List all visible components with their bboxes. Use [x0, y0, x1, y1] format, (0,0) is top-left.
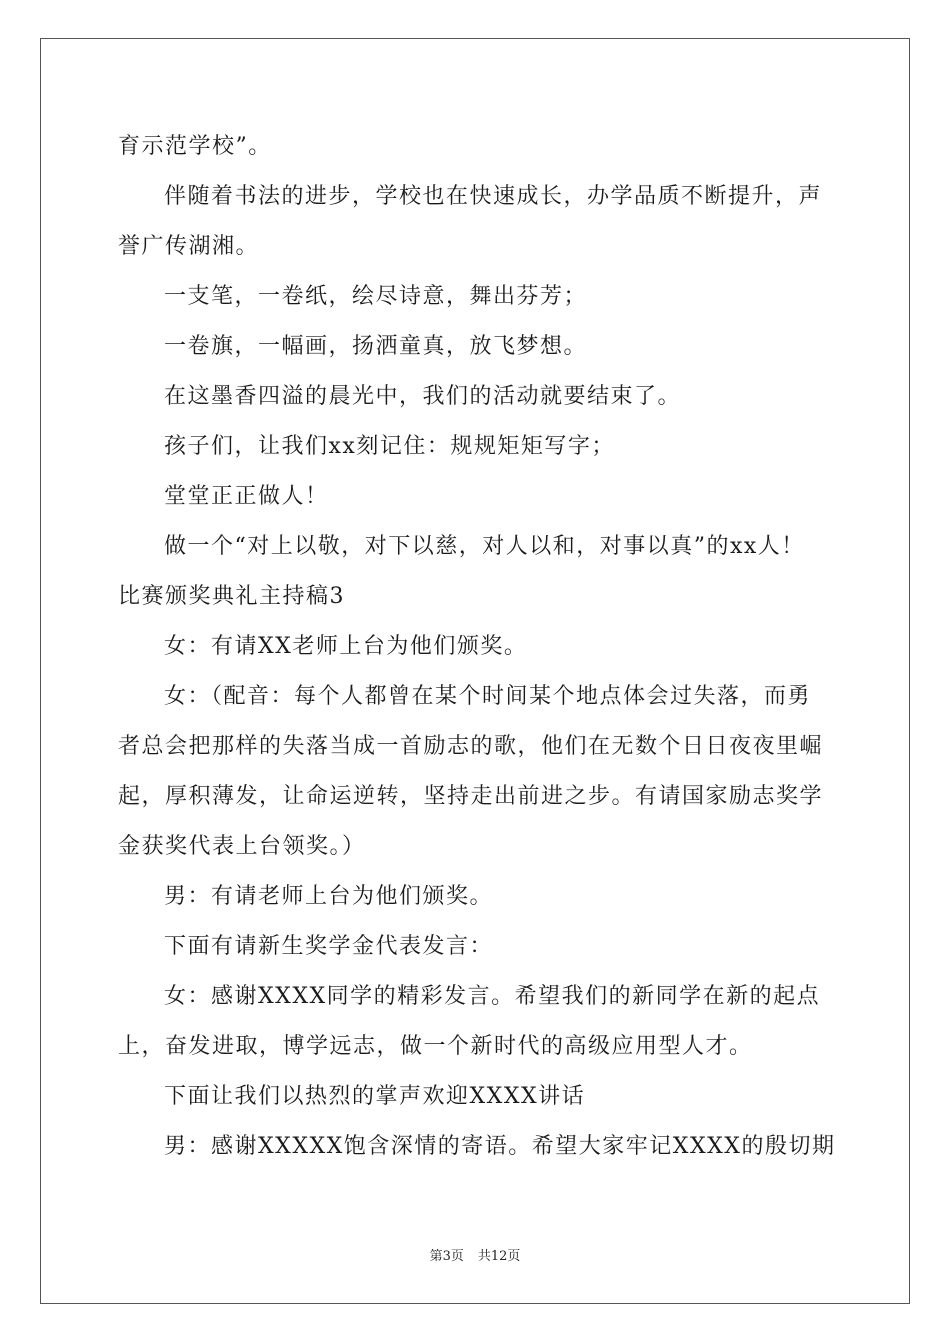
- paragraph-line: 上，奋发进取，博学远志，做一个新时代的高级应用型人才。: [118, 1034, 753, 1059]
- paragraph-line: 女：有请XX老师上台为他们颁奖。: [164, 634, 528, 659]
- paragraph-line: 男：有请老师上台为他们颁奖。: [164, 884, 494, 909]
- paragraph-line: 金获奖代表上台领奖。）: [118, 834, 366, 859]
- paragraph-line: 男：感谢XXXXX饱含深情的寄语。希望大家牢记XXXX的殷切期: [164, 1134, 836, 1159]
- document-body: [118, 122, 834, 1172]
- paragraph-line: 育示范学校”。: [118, 134, 272, 159]
- paragraph-line: 女：感谢XXXX同学的精彩发言。希望我们的新同学在新的起点: [164, 984, 821, 1009]
- paragraph-line: 伴随着书法的进步，学校也在快速成长，办学品质不断提升，声: [164, 184, 823, 209]
- paragraph-line: 一卷旗，一幅画，扬洒童真，放飞梦想。: [164, 334, 588, 359]
- paragraph-line: 者总会把那样的失落当成一首励志的歌，他们在无数个日日夜夜里崛: [118, 734, 824, 759]
- paragraph-line: 下面让我们以热烈的掌声欢迎XXXX讲话: [164, 1084, 586, 1109]
- paragraph-line: 一支笔，一卷纸，绘尽诗意，舞出芬芳；: [164, 284, 588, 309]
- paragraph-line: 堂堂正正做人！: [164, 484, 329, 509]
- page-total: 共12页: [477, 1249, 521, 1264]
- paragraph-line: 女：（配音：每个人都曾在某个时间某个地点体会过失落，而勇: [164, 684, 812, 709]
- section-heading: 比赛颁奖典礼主持稿3: [118, 584, 345, 609]
- page-footer: [0, 1245, 950, 1264]
- paragraph-line: 孩子们，让我们xx刻记住：规规矩矩写字；: [164, 434, 615, 459]
- paragraph-line: 誉广传湖湘。: [118, 234, 260, 259]
- paragraph-line: 下面有请新生奖学金代表发言：: [164, 934, 494, 959]
- paragraph-line: 在这墨香四溢的晨光中，我们的活动就要结束了。: [164, 384, 682, 409]
- paragraph-line: 起，厚积薄发，让命运逆转，坚持走出前进之步。有请国家励志奖学: [118, 784, 824, 809]
- paragraph-line: 做一个“对上以敬，对下以慈，对人以和，对事以真”的xx人！: [164, 534, 805, 559]
- page-number: 第3页: [429, 1249, 464, 1264]
